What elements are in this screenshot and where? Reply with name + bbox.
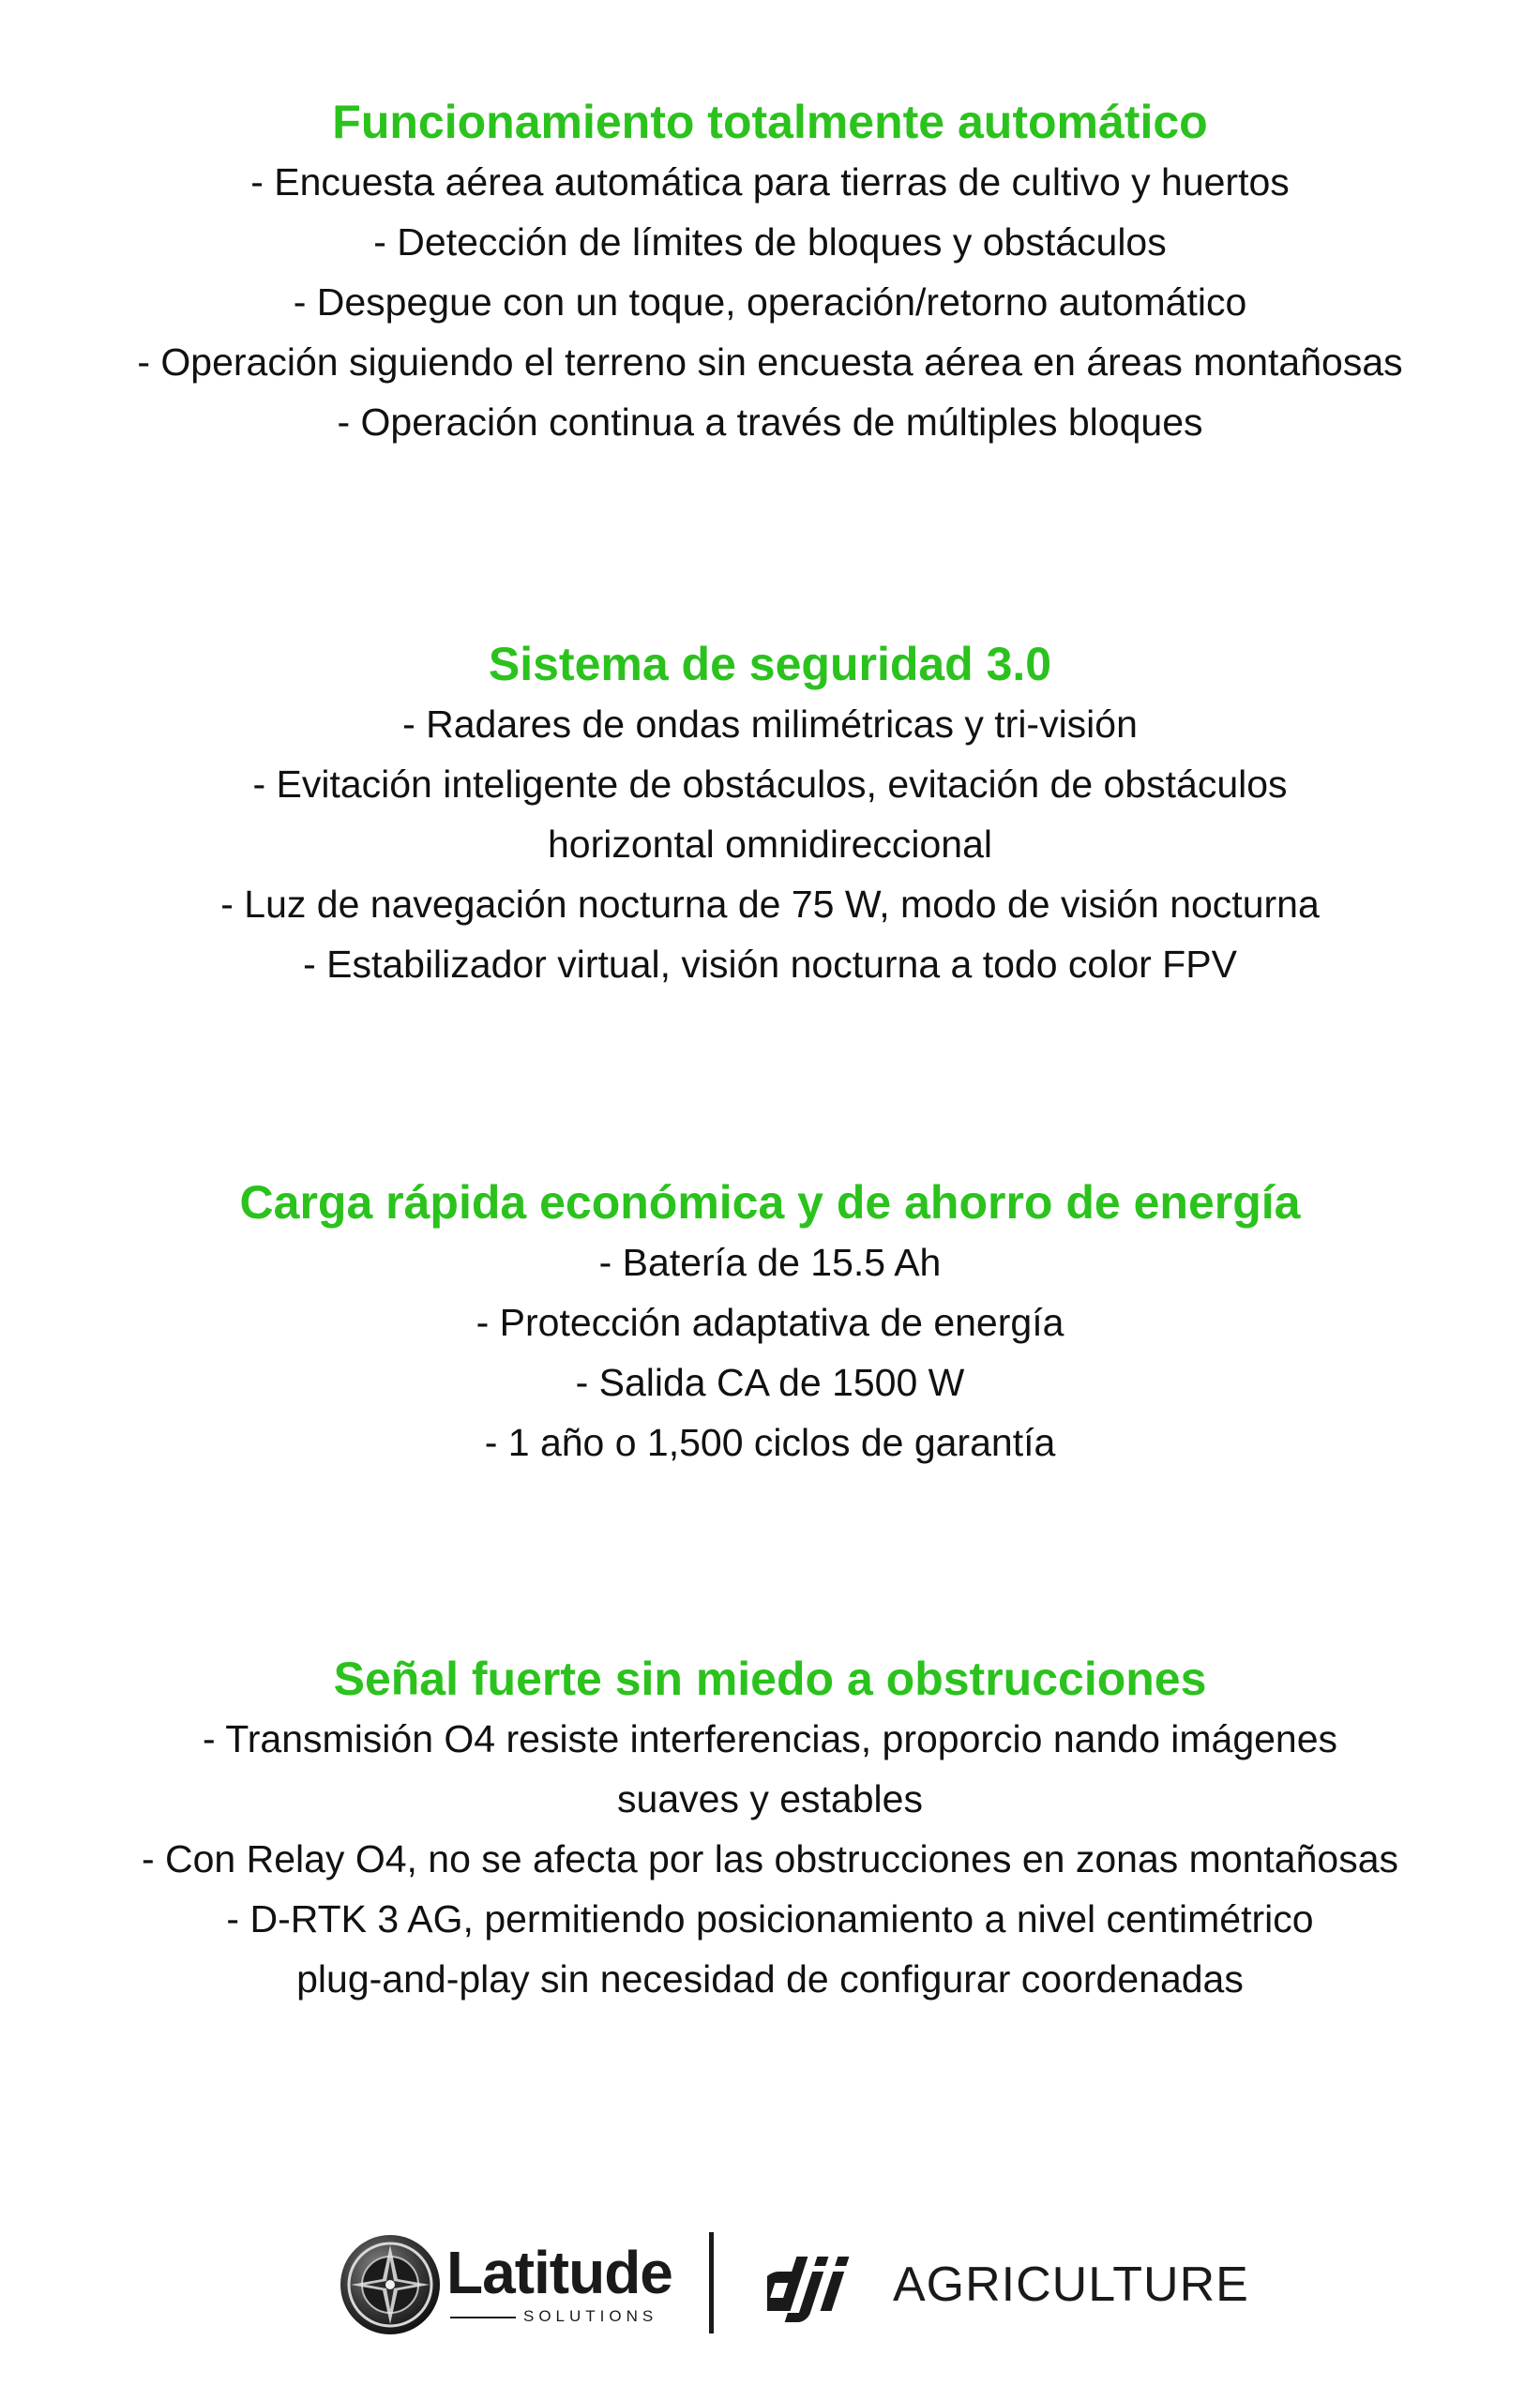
feature-line: plug-and-play sin necesidad de configurar coordenadas [296, 1957, 1244, 2001]
feature-line: - Luz de navegación nocturna de 75 W, modo de visión nocturna [220, 883, 1320, 926]
feature-line: - Operación siguiendo el terreno sin encuesta aérea en áreas montañosas [137, 340, 1403, 384]
section-title: Sistema de seguridad 3.0 [488, 638, 1052, 690]
svg-text:dji: dji [767, 2249, 769, 2250]
feature-line: - Evitación inteligente de obstáculos, evitación de obstáculos [252, 763, 1288, 806]
section-carga [0, 1172, 1540, 1472]
feature-line: - Batería de 15.5 Ah [598, 1241, 942, 1284]
feature-line: - Estabilizador virtual, visión nocturna a todo color FPV [303, 943, 1237, 986]
feature-line: - Despegue con un toque, operación/retorno automático [293, 280, 1247, 324]
feature-line: - Salida CA de 1500 W [575, 1361, 965, 1404]
feature-line: - Detección de límites de bloques y obstáculos [373, 220, 1167, 264]
section-title: Carga rápida económica y de ahorro de energía [239, 1176, 1301, 1229]
feature-line: suaves y estables [617, 1777, 923, 1820]
section-title: Funcionamiento totalmente automático [332, 96, 1208, 148]
feature-line: - Operación continua a través de múltiples bloques [337, 400, 1203, 444]
dji-logo-icon [767, 2249, 889, 2324]
feature-line: - Protección adaptativa de energía [476, 1301, 1064, 1344]
agriculture-wordmark: AGRICULTURE [893, 2258, 1249, 2312]
logo-divider [709, 2232, 714, 2333]
feature-line: - Transmisión O4 resiste interferencias, proporcio nando imágenes [202, 1717, 1338, 1760]
latitude-compass-icon [338, 2232, 443, 2337]
footer-logos [0, 2232, 1540, 2345]
latitude-solutions-logo [338, 2232, 672, 2345]
section-funcionamiento [0, 92, 1540, 452]
solutions-wordmark: SOLUTIONS [523, 2307, 658, 2325]
feature-line: - Radares de ondas milimétricas y tri-visión [402, 702, 1138, 746]
section-senal [0, 1649, 1540, 2009]
section-seguridad [0, 634, 1540, 994]
feature-line: - 1 año o 1,500 ciclos de garantía [484, 1421, 1056, 1464]
feature-line: - D-RTK 3 AG, permitiendo posicionamiento a nivel centimétrico [226, 1897, 1314, 1940]
latitude-rule [450, 2317, 516, 2318]
feature-line: - Encuesta aérea automática para tierras de cultivo y huertos [250, 160, 1290, 204]
feature-line: - Con Relay O4, no se afecta por las obstrucciones en zonas montañosas [141, 1837, 1399, 1880]
section-title: Señal fuerte sin miedo a obstrucciones [333, 1653, 1207, 1705]
latitude-wordmark: Latitude [446, 2239, 672, 2306]
feature-line: horizontal omnidireccional [547, 823, 993, 866]
